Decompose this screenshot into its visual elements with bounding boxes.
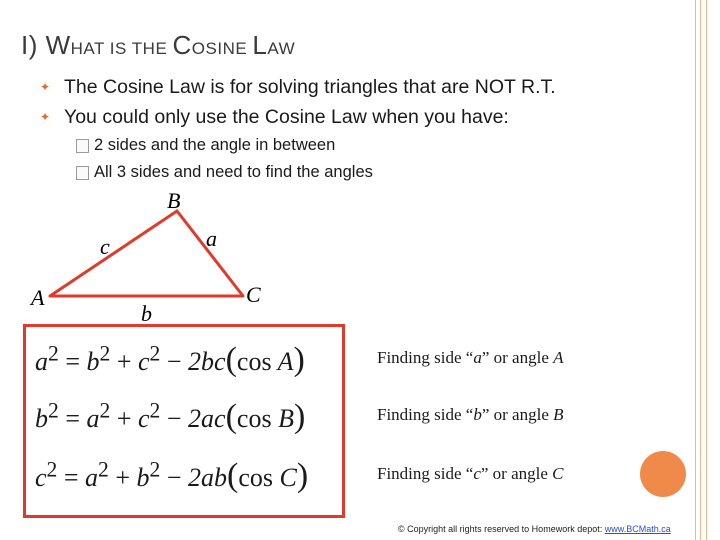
slide-title: I) WHAT IS THE COSINE LAW [21,30,296,60]
decor-line-left [695,0,696,540]
website-link[interactable]: www.BCMath.ca [604,524,671,534]
side-label-a: a [206,226,217,251]
triangle-diagram [0,0,300,330]
side-label-b: b [141,301,152,326]
formula-row-c: $c^2 = a^2 + b^2 - 2ab(\cos$ C) [35,457,309,494]
vertex-label-b: B [167,188,181,213]
bullet-icon: ✦ [40,80,51,94]
triangle-shape [50,211,243,296]
formula-row-a: $a^2 = b^2 + c^2 - 2bc(\cos$ A) [35,341,305,378]
decor-circle [640,451,686,497]
side-label-c: c [100,234,110,259]
decor-line-right [706,0,707,540]
copyright-footer: © Copyright all rights reserved to Homework depot: www.BCMath.ca [398,524,671,534]
formula-note-c: Finding side “c” or angle C [377,464,564,483]
formula-note-b: Finding side “b” or angle B [377,405,564,424]
vertex-label-a: A [31,285,45,310]
bullet-icon: ✦ [40,110,51,124]
formula-row-b: $b^2 = a^2 + c^2 - 2ac(\cos$ B) [35,398,306,435]
vertex-label-c: C [246,282,261,307]
decor-line-mid [700,0,701,540]
formula-note-a: Finding side “a” or angle A [377,348,564,367]
